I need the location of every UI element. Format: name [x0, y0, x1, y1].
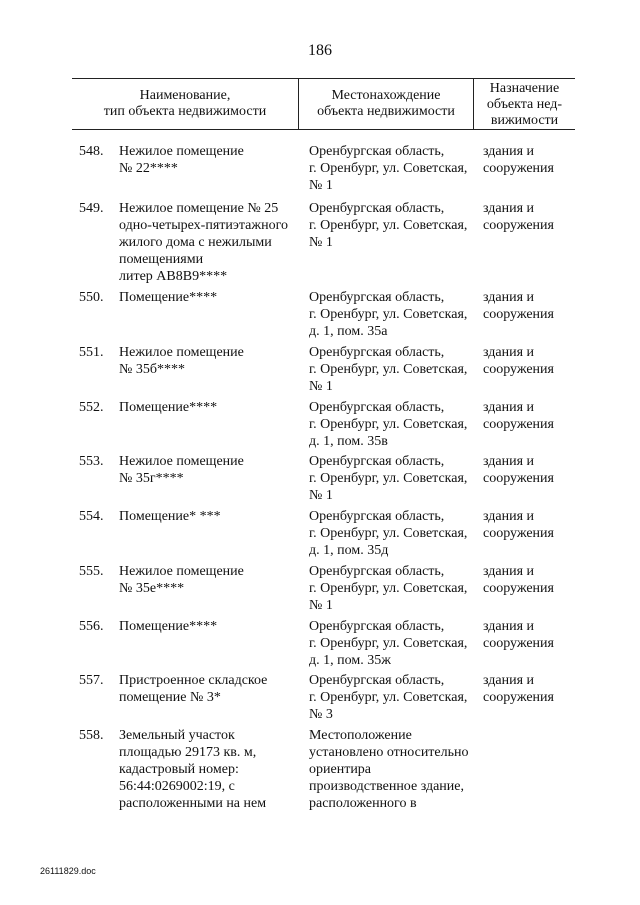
object-name: Нежилое помещение № 25 одно-четырех-пятиэтажного жилого дома с нежилыми помещениями литер АВ8В9****	[119, 201, 288, 284]
row-number: 552.	[79, 400, 104, 415]
object-purpose: здания и сооружения	[483, 290, 554, 322]
page-number: 186	[308, 42, 332, 59]
object-location: Оренбургская область, г. Оренбург, ул. Советская, № 1	[309, 454, 468, 503]
row-number: 548.	[79, 144, 104, 159]
object-name: Помещение* ***	[119, 509, 221, 524]
object-location: Оренбургская область, г. Оренбург, ул. Советская, № 3	[309, 673, 468, 722]
object-name: Помещение****	[119, 619, 218, 634]
object-purpose: здания и сооружения	[483, 564, 554, 596]
row-number: 549.	[79, 201, 104, 216]
row-number: 553.	[79, 454, 104, 469]
object-name: Нежилое помещение № 22****	[119, 144, 244, 176]
header-purpose: Назначение объекта нед- вижимости	[486, 81, 563, 128]
row-number: 550.	[79, 290, 104, 305]
object-purpose: здания и сооружения	[483, 454, 554, 486]
object-location: Оренбургская область, г. Оренбург, ул. Советская, № 1	[309, 144, 468, 193]
object-name: Земельный участок площадью 29173 кв. м, кадастровый номер: 56:44:0269002:19, с расположенными на нем	[119, 728, 267, 811]
object-purpose: здания и сооружения	[483, 400, 554, 432]
object-purpose: здания и сооружения	[483, 345, 554, 377]
object-location: Оренбургская область, г. Оренбург, ул. Советская, № 1	[309, 345, 468, 394]
object-purpose: здания и сооружения	[483, 619, 554, 651]
object-purpose: здания и сооружения	[483, 201, 554, 233]
object-purpose: здания и сооружения	[483, 509, 554, 541]
document-filename: 26111829.doc	[40, 866, 96, 876]
object-name: Пристроенное складское помещение № 3*	[119, 673, 268, 705]
object-location: Оренбургская область, г. Оренбург, ул. Советская, д. 1, пом. 35ж	[309, 619, 468, 668]
object-name: Нежилое помещение № 35г****	[119, 454, 244, 486]
row-number: 556.	[79, 619, 104, 634]
row-number: 551.	[79, 345, 104, 360]
object-location: Оренбургская область, г. Оренбург, ул. Советская, № 1	[309, 564, 468, 613]
row-number: 554.	[79, 509, 104, 524]
row-number: 555.	[79, 564, 104, 579]
header-location: Местонахождение объекта недвижимости	[317, 88, 455, 119]
object-location: Оренбургская область, г. Оренбург, ул. Советская, д. 1, пом. 35в	[309, 400, 468, 449]
object-name: Помещение****	[119, 290, 218, 305]
object-location: Оренбургская область, г. Оренбург, ул. Советская, д. 1, пом. 35д	[309, 509, 468, 558]
row-number: 557.	[79, 673, 104, 688]
object-purpose: здания и сооружения	[483, 144, 554, 176]
object-name: Нежилое помещение № 35б****	[119, 345, 244, 377]
object-name: Помещение****	[119, 400, 218, 415]
object-purpose: здания и сооружения	[483, 673, 554, 705]
object-location: Местоположение установлено относительно ориентира производственное здание, расположенного в	[309, 728, 469, 811]
object-location: Оренбургская область, г. Оренбург, ул. Советская, д. 1, пом. 35а	[309, 290, 468, 339]
object-location: Оренбургская область, г. Оренбург, ул. Советская, № 1	[309, 201, 468, 250]
row-number: 558.	[79, 728, 104, 743]
object-name: Нежилое помещение № 35е****	[119, 564, 244, 596]
table-header	[72, 78, 575, 130]
header-name: Наименование, тип объекта недвижимости	[103, 88, 267, 119]
